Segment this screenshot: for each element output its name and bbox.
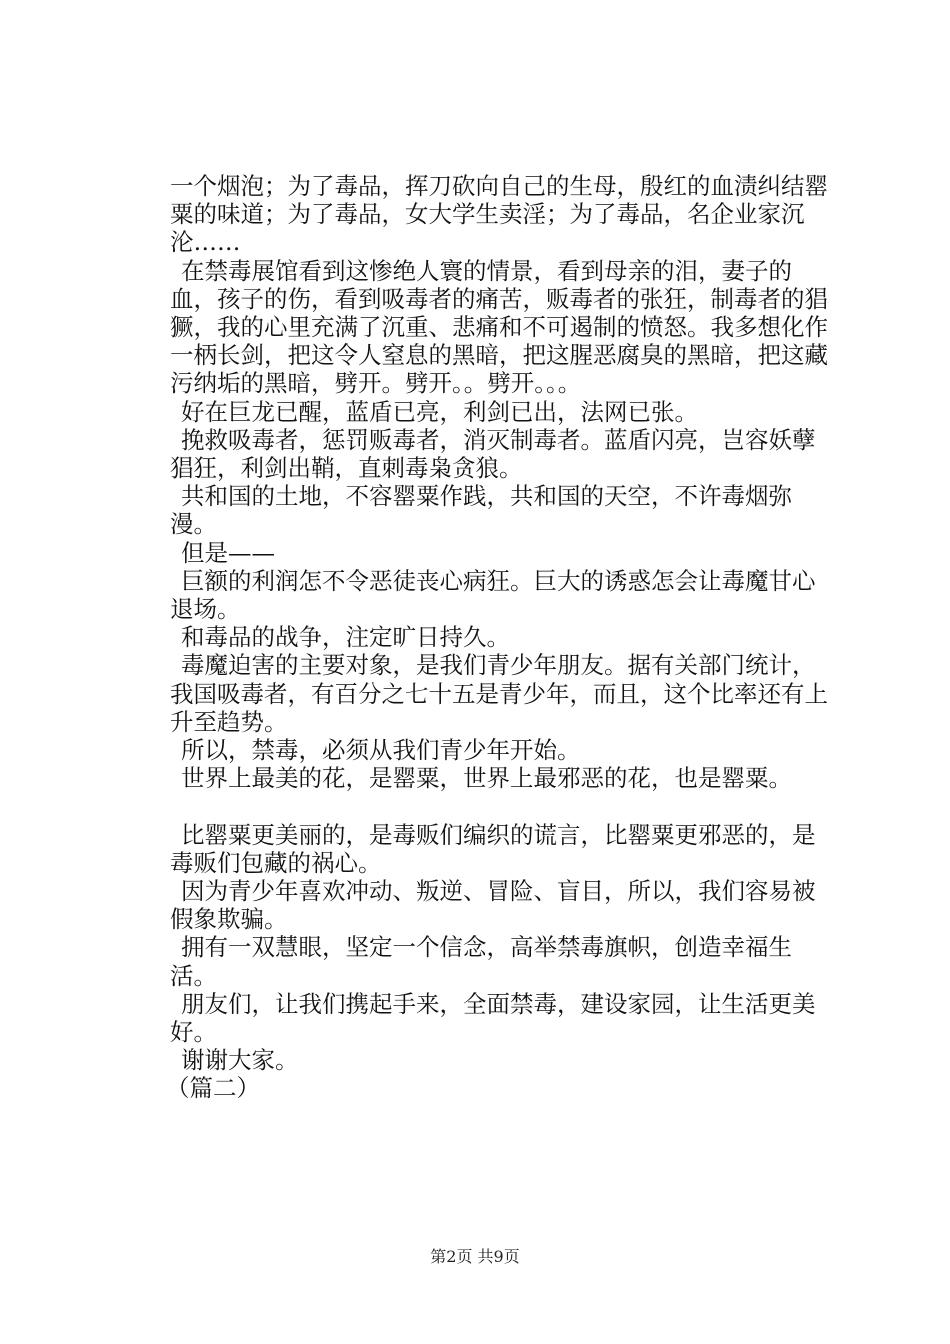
paragraph: 比罂粟更美丽的，是毒贩们编织的谎言，比罂粟更邪恶的，是毒贩们包藏的祸心。 — [170, 820, 816, 877]
paragraph: 一个烟泡；为了毒品，挥刀砍向自己的生母，殷红的血渍纠结罂粟的味道；为了毒品，女大学生卖淫；为了毒品，名企业家沉沦…… — [170, 172, 828, 257]
page-footer: 第2页 共9页 — [430, 1247, 520, 1266]
paragraph: 好在巨龙已醒，蓝盾已亮，利剑已出，法网已张。 — [181, 397, 698, 426]
paragraph: 拥有一双慧眼，坚定一个信念，高举禁毒旗帜，创造幸福生活。 — [170, 933, 792, 990]
paragraph: 因为青少年喜欢冲动、叛逆、冒险、盲目，所以，我们容易被假象欺骗。 — [170, 877, 816, 934]
paragraph: 毒魔迫害的主要对象，是我们青少年朋友。据有关部门统计，我国吸毒者，有百分之七十五是青少年，而且，这个比率还有上升至趋势。 — [170, 651, 828, 736]
paragraph: 挽救吸毒者，惩罚贩毒者，消灭制毒者。蓝盾闪亮，岂容妖孽猖狂，利剑出鞘，直刺毒枭贪狼。 — [170, 425, 816, 483]
section-marker: （篇二） — [166, 1074, 260, 1103]
paragraph: 在禁毒展馆看到这惨绝人寰的情景，看到母亲的泪，妻子的血，孩子的伤，看到吸毒者的痛苦，贩毒者的张狂，制毒者的猖獗，我的心里充满了沉重、悲痛和不可遏制的愤怒。我多想化作一柄长剑，把这令人窒息的黑暗，把这腥恶腐臭的黑暗，把这藏污纳垢的黑暗，劈开。劈开。。劈开。。。 — [170, 256, 828, 398]
paragraph: 共和国的土地，不容罂粟作践，共和国的天空，不许毒烟弥漫。 — [170, 482, 792, 539]
paragraph: 和毒品的战争，注定旷日持久。 — [181, 623, 510, 652]
paragraph: 朋友们，让我们携起手来，全面禁毒，建设家园，让生活更美好。 — [170, 989, 816, 1047]
paragraph: 谢谢大家。 — [181, 1046, 299, 1075]
blank-line — [170, 792, 838, 820]
paragraph: 巨额的利润怎不令恶徒丧心病狂。巨大的诱惑怎会让毒魔甘心退场。 — [170, 566, 816, 624]
paragraph: 世界上最美的花，是罂粟，世界上最邪恶的花，也是罂粟。 — [181, 764, 792, 793]
paragraph: 但是—— — [181, 538, 275, 567]
document-body — [166, 172, 838, 1103]
paragraph: 所以，禁毒，必须从我们青少年开始。 — [181, 736, 581, 765]
